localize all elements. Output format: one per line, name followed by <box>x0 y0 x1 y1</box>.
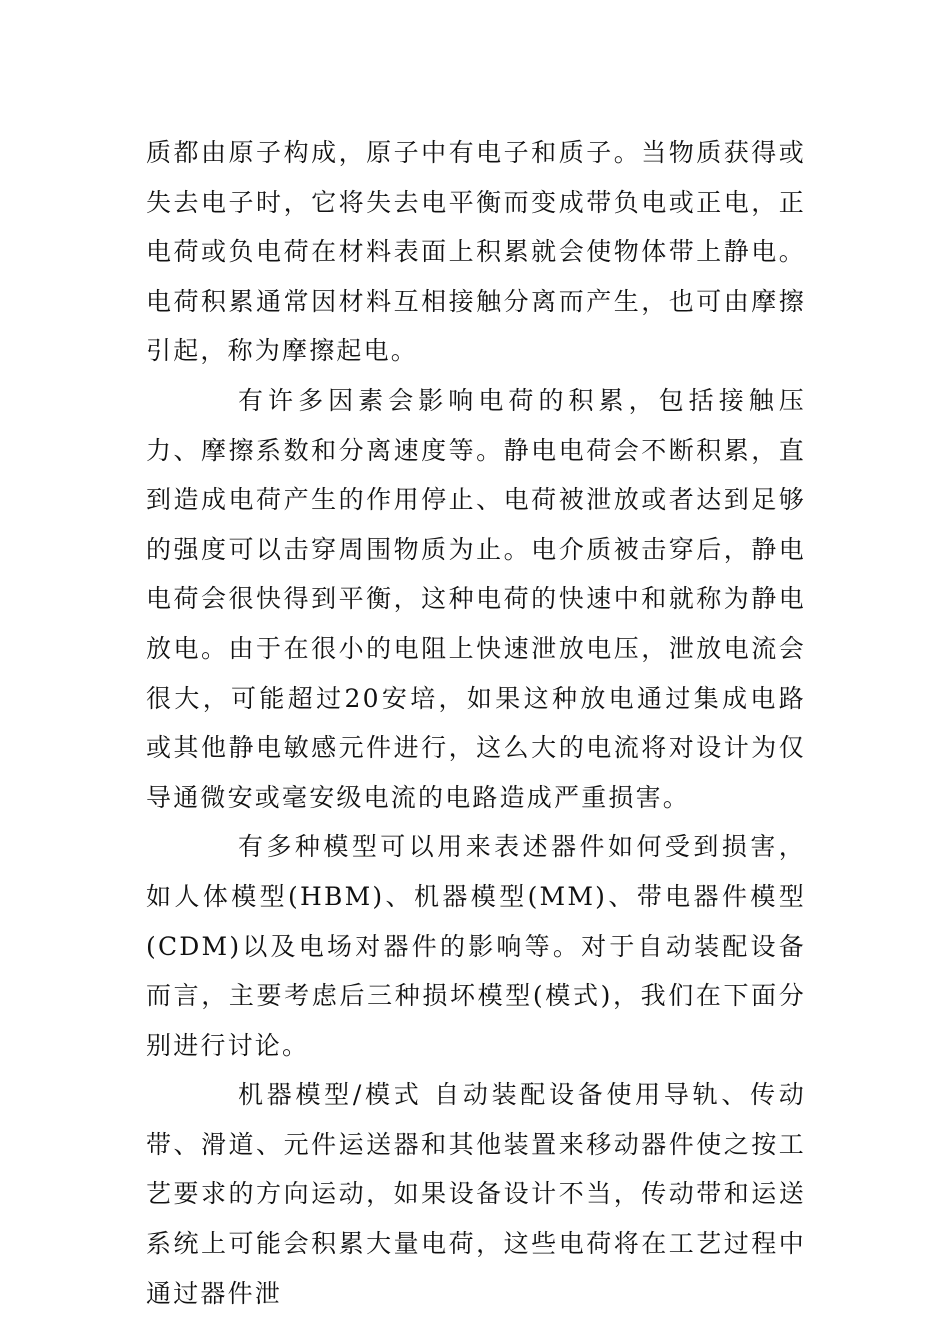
document-body <box>146 128 806 1318</box>
paragraph-1: 质都由原子构成，原子中有电子和质子。当物质获得或失去电子时，它将失去电平衡而变成带负电或正电，正电荷或负电荷在材料表面上积累就会使物体带上静电。电荷积累通常因材料互相接触分离而产生，也可由摩擦引起，称为摩擦起电。 <box>146 138 806 366</box>
paragraph-2: 有许多因素会影响电荷的积累，包括接触压力、摩擦系数和分离速度等。静电电荷会不断积累，直到造成电荷产生的作用停止、电荷被泄放或者达到足够的强度可以击穿周围物质为止。电介质被击穿后，静电电荷会很快得到平衡，这种电荷的快速中和就称为静电放电。由于在很小的电阻上快速泄放电压，泄放电流会很大，可能超过20安培，如果这种放电通过集成电路或其他静电敏感元件进行，这么大的电流将对设计为仅导通微安或毫安级电流的电路造成严重损害。 <box>146 385 806 812</box>
paragraph-3: 有多种模型可以用来表述器件如何受到损害，如人体模型(HBM)、机器模型(MM)、带电器件模型(CDM)以及电场对器件的影响等。对于自动装配设备而言，主要考虑后三种损坏模型(模式)，我们在下面分别进行讨论。 <box>146 832 806 1060</box>
paragraph-4: 机器模型/模式 自动装配设备使用导轨、传动带、滑道、元件运送器和其他装置来移动器件使之按工艺要求的方向运动，如果设备设计不当，传动带和运送系统上可能会积累大量电荷，这些电荷将在工艺过程中通过器件泄 <box>146 1080 806 1308</box>
